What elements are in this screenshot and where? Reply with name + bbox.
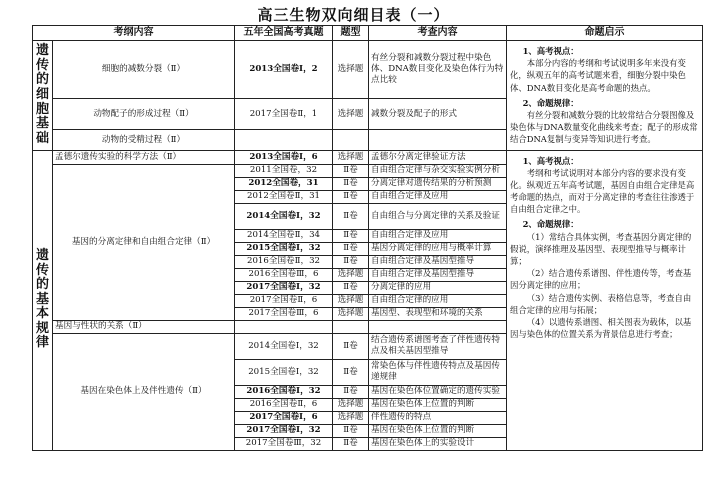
- content-cell: 基因型、表现型和环境的关系: [369, 307, 507, 320]
- hint-p1: 考纲和考试说明对本部分内容的要求没有变化。纵观近五年高考试题，基因自由组合定律是高考命题的热点，而对于分离定律的考查往往渗透于自由组合定律之中。: [510, 167, 695, 215]
- header-hint: 命题启示: [507, 26, 703, 41]
- type-cell: Ⅱ卷: [333, 255, 369, 268]
- type-cell: Ⅱ卷: [333, 359, 369, 385]
- type-cell: [333, 130, 369, 150]
- content-cell: 自由组合定律及应用: [369, 229, 507, 242]
- topic-cell: 动物配子的形成过程（Ⅱ）: [53, 99, 235, 130]
- section-label-cell-biology: [33, 41, 53, 151]
- content-cell: 孟德尔分离定律验证方法: [369, 150, 507, 164]
- hint-cell-section1: [507, 41, 703, 151]
- content-cell: 基因在染色体上位置的判断: [369, 398, 507, 411]
- content-cell: 有丝分裂和减数分裂过程中染色体、DNA数目变化及染色体行为特点比较: [369, 41, 507, 99]
- type-cell: 选择题: [333, 294, 369, 307]
- exam-cell: 2017全国卷Ⅲ，32: [235, 437, 333, 450]
- content-cell: 分离定律对遗传结果的分析预测: [369, 177, 507, 190]
- topic-cell: 动物的受精过程（Ⅱ）: [53, 130, 235, 150]
- header-outline: 考纲内容: [33, 26, 235, 41]
- type-cell: 选择题: [333, 411, 369, 424]
- content-cell: 结合遗传系谱图考查了伴性遗传特点及相关基因型推导: [369, 333, 507, 359]
- content-cell: 基因在染色体上位置的判断: [369, 424, 507, 437]
- page-title: 高三生物双向细目表（一）: [257, 6, 450, 24]
- type-cell: 选择题: [333, 268, 369, 281]
- exam-cell: 2014全国卷Ⅱ，34: [235, 229, 333, 242]
- exam-cell: 2014全国卷Ⅰ，32: [235, 333, 333, 359]
- exam-cell: 2016全国卷Ⅱ，6: [235, 398, 333, 411]
- type-cell: Ⅱ卷: [333, 424, 369, 437]
- exam-cell: 2017全国卷Ⅰ，32: [235, 281, 333, 294]
- table-row: [33, 41, 703, 99]
- content-cell: 自由组合与分离定律的关系及验证: [369, 203, 507, 229]
- hint-i1: （1）常结合具体实例，考查基因分离定律的假说，演绎推理及基因型、表现型推导与概率计算；: [510, 231, 692, 266]
- hint-p1: 本部分内容的考纲和考试说明多年来没有变化，纵观五年的高考试题来看，细胞分裂中染色体、DNA数目变化是高考命题的热点。: [510, 58, 686, 93]
- exam-cell: 2012全国卷，31: [235, 177, 333, 190]
- hint-h1: 1、高考视点：: [522, 46, 579, 56]
- topic-cell: 细胞的减数分裂（Ⅱ）: [53, 41, 235, 99]
- hint-i3: （3）结合遗传实例、表格信息等，考查自由组合定律的应用与拓展；: [510, 292, 692, 315]
- topic-cell: 基因在染色体上及伴性遗传（Ⅱ）: [53, 333, 235, 450]
- exam-cell: 2017全国卷Ⅲ，6: [235, 307, 333, 320]
- topic-cell: 基因与性状的关系（Ⅱ）: [53, 320, 235, 333]
- content-cell: [369, 320, 507, 333]
- type-cell: Ⅱ卷: [333, 177, 369, 190]
- hint-i2: （2）结合遗传系谱图、伴性遗传等，考查基因分离定律的应用；: [510, 268, 692, 291]
- type-cell: Ⅱ卷: [333, 203, 369, 229]
- type-cell: 选择题: [333, 398, 369, 411]
- exam-cell: 2015全国卷Ⅰ，32: [235, 359, 333, 385]
- type-cell: 选择题: [333, 99, 369, 130]
- hint-h2: 2、命题规律：: [522, 219, 579, 230]
- type-cell: 选择题: [333, 307, 369, 320]
- exam-cell: [235, 320, 333, 333]
- header-exams: 五年全国高考真题: [235, 26, 333, 41]
- type-cell: Ⅱ卷: [333, 164, 369, 177]
- header-row: [33, 26, 703, 41]
- exam-cell: 2011全国卷，32: [235, 164, 333, 177]
- exam-cell: 2012全国卷Ⅱ，31: [235, 190, 333, 203]
- hint-i4: （4）以遗传系谱图、相关图表为载体，以基因与染色体的位置关系为背景信息进行考查；: [510, 316, 692, 340]
- type-cell: 选择题: [333, 41, 369, 99]
- exam-cell: 2015全国卷Ⅰ，32: [235, 242, 333, 255]
- topic-cell: 孟德尔遗传实验的科学方法（Ⅱ）: [53, 150, 235, 164]
- detail-table: [32, 25, 703, 451]
- section-label-text: 遗 传 的 细 胞 基 础: [35, 43, 49, 146]
- exam-cell: 2017全国卷Ⅱ，1: [235, 99, 333, 130]
- exam-cell: 2017全国卷Ⅰ，6: [235, 411, 333, 424]
- type-cell: Ⅱ卷: [333, 229, 369, 242]
- exam-cell: 2016全国卷Ⅲ，6: [235, 268, 333, 281]
- exam-cell: 2016全国卷Ⅱ，32: [235, 255, 333, 268]
- exam-cell: 2014全国卷Ⅰ，32: [235, 203, 333, 229]
- exam-cell: 2013全国卷Ⅰ，6: [235, 150, 333, 164]
- content-cell: 基因分离定律的应用与概率计算: [369, 242, 507, 255]
- exam-cell: [235, 130, 333, 150]
- type-cell: Ⅱ卷: [333, 333, 369, 359]
- header-type: 题型: [333, 26, 369, 41]
- type-cell: Ⅱ卷: [333, 437, 369, 450]
- hint-cell-section2: [507, 150, 703, 450]
- content-cell: [369, 130, 507, 150]
- section-label-cell-genetics: [33, 150, 53, 450]
- content-cell: 自由组合定律与杂交实验实例分析: [369, 164, 507, 177]
- content-cell: 基因在染色体上的实验设计: [369, 437, 507, 450]
- hint-h2: 2、命题规律：: [522, 97, 579, 108]
- exam-cell: 2017全国卷Ⅱ，6: [235, 294, 333, 307]
- content-cell: 自由组合定律的应用: [369, 294, 507, 307]
- content-cell: 常染色体与伴性遗传特点及基因传递规律: [369, 359, 507, 385]
- type-cell: 选择题: [333, 150, 369, 164]
- exam-cell: 2017全国卷Ⅰ，32: [235, 424, 333, 437]
- table-row: [33, 150, 703, 164]
- exam-cell: 2016全国卷Ⅰ，32: [235, 385, 333, 398]
- exam-cell: 2013全国卷Ⅰ，2: [235, 41, 333, 99]
- header-content: 考查内容: [369, 26, 507, 41]
- hint-h1: 1、高考视点：: [522, 155, 579, 166]
- content-cell: 自由组合定律及基因型推导: [369, 268, 507, 281]
- content-cell: 自由组合定律及应用: [369, 190, 507, 203]
- content-cell: 伴性遗传的特点: [369, 411, 507, 424]
- content-cell: 减数分裂及配子的形式: [369, 99, 507, 130]
- content-cell: 分离定律的应用: [369, 281, 507, 294]
- type-cell: Ⅱ卷: [333, 242, 369, 255]
- type-cell: Ⅱ卷: [333, 190, 369, 203]
- type-cell: [333, 320, 369, 333]
- hint-p2: 有丝分裂和减数分裂的比较常结合分裂图像及染色体与DNA数量变化曲线来考查；配子的形成常结合DNA复制与变异等知识进行考查。: [510, 109, 698, 145]
- content-cell: 基因在染色体位置确定的遗传实验: [369, 385, 507, 398]
- section-label-text: 遗 传 的 基 本 规 律: [35, 248, 49, 351]
- type-cell: Ⅱ卷: [333, 385, 369, 398]
- content-cell: 自由组合定律及基因型推导: [369, 255, 507, 268]
- type-cell: Ⅱ卷: [333, 281, 369, 294]
- topic-cell: 基因的分离定律和自由组合定律（Ⅱ）: [53, 164, 235, 320]
